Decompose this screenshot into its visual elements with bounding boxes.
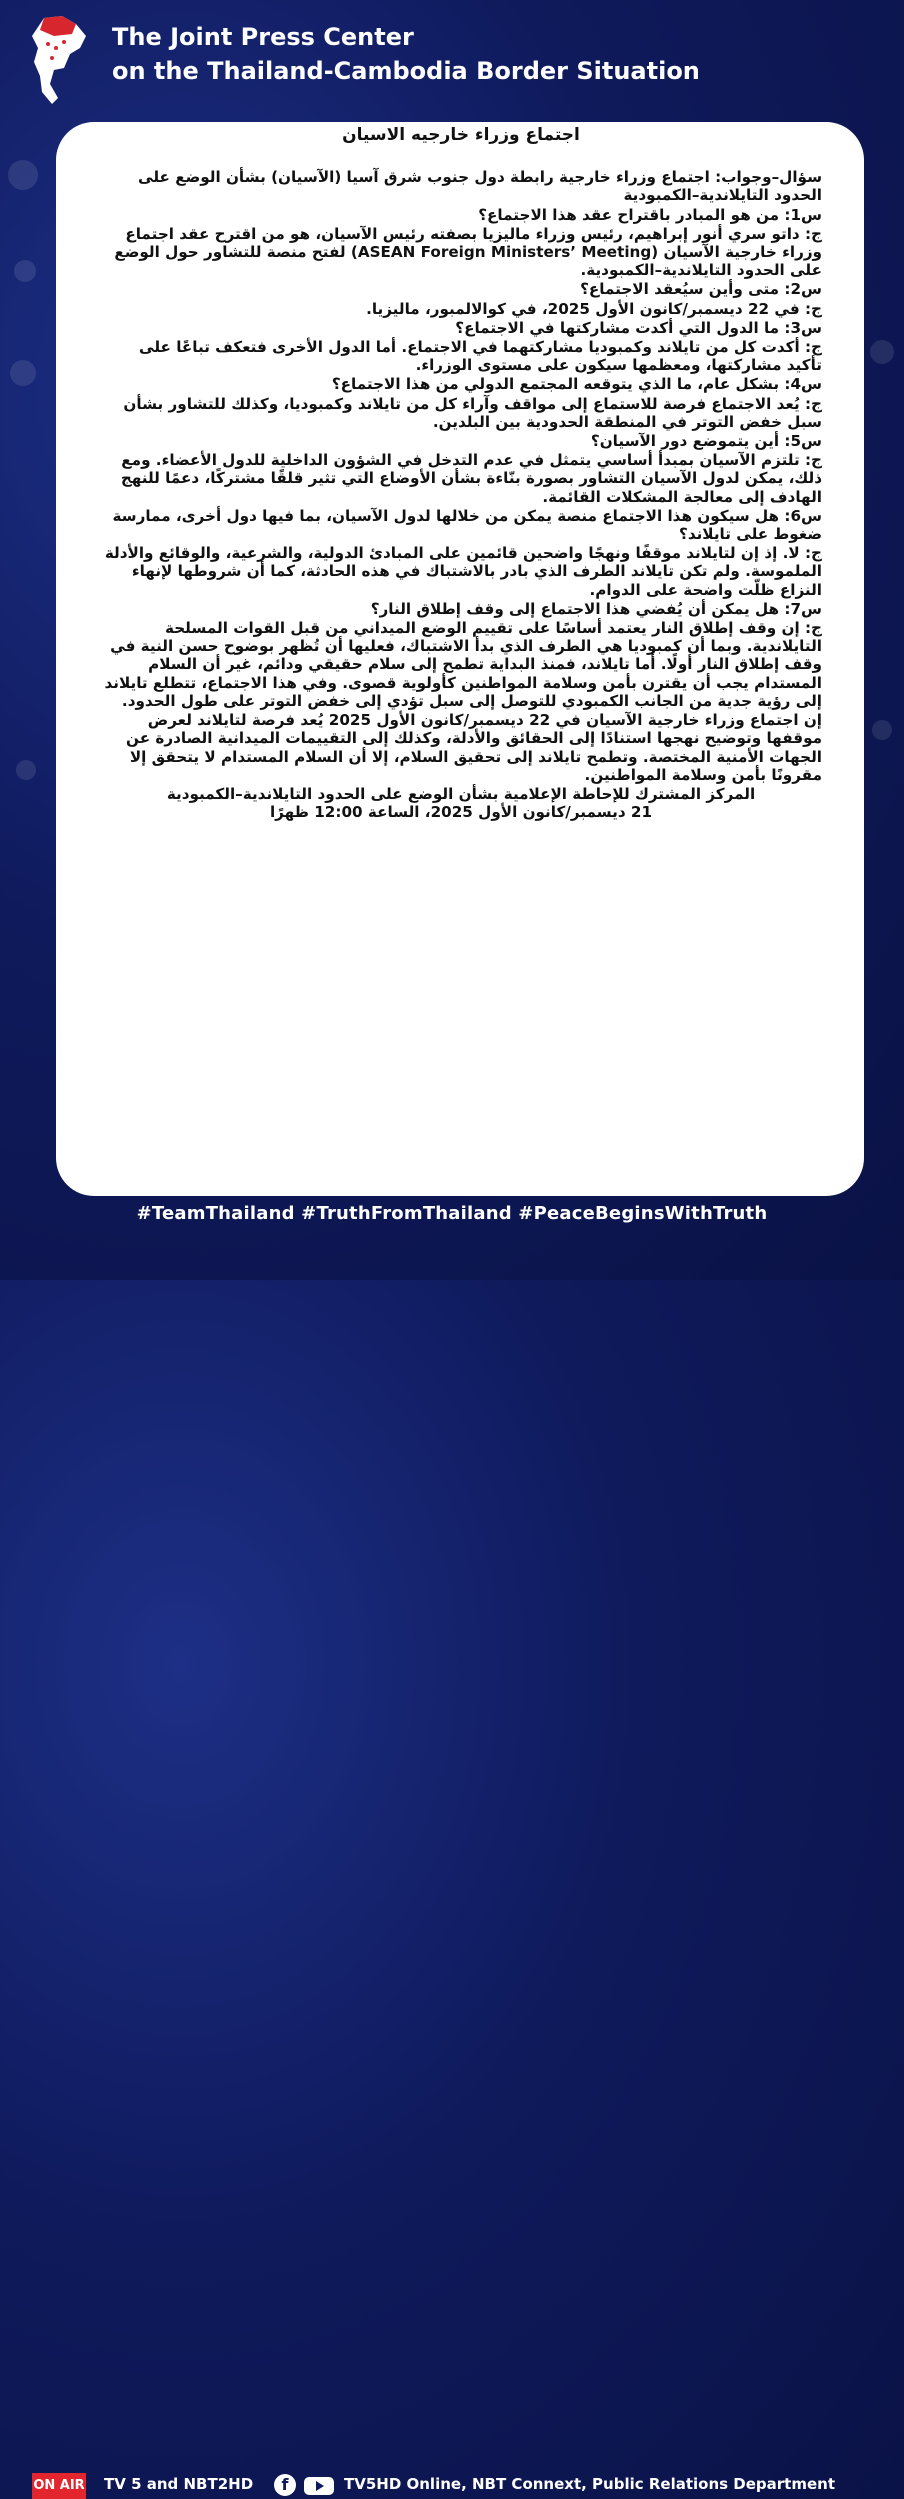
answer-2: ج: في 22 ديسمبر/كانون الأول 2025، في كوالالمبور، ماليزيا. bbox=[366, 299, 822, 318]
on-air-badge: ON AIR bbox=[32, 2473, 86, 2499]
header-title bbox=[112, 20, 700, 88]
question-5: س5: أين يتموضع دور الآسيان؟ bbox=[590, 432, 822, 451]
online-channels: TV5HD Online, NBT Connext, Public Relations Department bbox=[344, 2475, 835, 2493]
header-title-line2: on the Thailand-Cambodia Border Situation bbox=[112, 57, 700, 85]
facebook-icon: f bbox=[274, 2474, 296, 2496]
answer-6: ج: لا. إذ إن لتايلاند موقفًا ونهجًا واضحين قائمين على المبادئ الدولية، والشرعية، والوقائع والأدلة الملموسة. ولم تكن تايلاند الطرف الذي بادر بالاشتباك في هذه الحادثة، كما أن شروطها لإنهاء النزاع ظلّت واضحة على الدوام. bbox=[104, 544, 822, 599]
answer-5: ج: تلتزم الآسيان بمبدأ أساسي يتمثل في عدم التدخل في الشؤون الداخلية للدول الأعضاء. ومع ذلك، يمكن لدول الآسيان التشاور بصورة بنّاءة بشأن الأوضاع التي تثير قلقًا مشتركًا، دعمًا للنهج الهادف إلى معالجة المشكلات القائمة. bbox=[120, 451, 822, 506]
footer bbox=[0, 1232, 904, 2494]
document-intro: سؤال–وجواب: اجتماع وزراء خارجية رابطة دول جنوب شرق آسيا (الآسيان) بشأن الوضع على الحدود التايلاندية–الكمبودية bbox=[137, 168, 822, 205]
document-heading: اجتماع وزراء خارجيه الاسيان bbox=[342, 125, 580, 145]
header bbox=[0, 0, 904, 110]
hashtags: #TeamThailand #TruthFromThailand #PeaceBeginsWithTruth bbox=[136, 1203, 768, 1224]
answer-4: ج: يُعد الاجتماع فرصة للاستماع إلى مواقف وآراء كل من تايلاند وكمبوديا، وكذلك للتشاور بشأن سبل خفض التوتر في المنطقة الحدودية بين البلدين. bbox=[123, 394, 822, 431]
question-6: س6: هل سيكون هذا الاجتماع منصة يمكن من خلالها لدول الآسيان، بما فيها دول أخرى، ممارسة ضغوط على تايلاند؟ bbox=[112, 506, 822, 544]
question-1: س1: من هو المبادر باقتراح عقد هذا الاجتماع؟ bbox=[478, 205, 822, 224]
background-dot bbox=[14, 260, 36, 282]
question-3: س3: ما الدول التي أكدت مشاركتها في الاجتماع؟ bbox=[455, 318, 822, 337]
header-title-line1: The Joint Press Center bbox=[112, 23, 414, 51]
question-2: س2: متى وأين سيُعقد الاجتماع؟ bbox=[580, 280, 822, 299]
conclusion-paragraph: إن اجتماع وزراء خارجية الآسيان في 22 ديسمبر/كانون الأول 2025 يُعد فرصة لتايلاند لعرض موقفها وتوضيح نهجها استنادًا إلى الحقائق والأدلة، وكذلك إلى التقييمات الميدانية الصادرة عن الجهات الأمنية المختصة. وتطمح تايلاند إلى تحقيق السلام، إلا أن السلام المستدام لا يتحقق إلا مقرونًا بأمن وسلامة المواطنين. bbox=[126, 711, 822, 784]
answer-7: ج: إن وقف إطلاق النار يعتمد أساسًا على تقييم الوضع الميداني من قبل القوات المسلحة التايلاندية. وبما أن كمبوديا هي الطرف الذي بدأ الاشتباك، فعليها أن تُظهر بوضوح حسن النية في وقف إطلاق النار أولًا. أما تايلاند، فمنذ البداية تطمح إلى سلام حقيقي ودائم، غير أن السلام المستدام يجب أن يقترن بأمن وسلامة المواطنين كأولوية قصوى. وفي هذا الاجتماع، تتطلع تايلاند إلى رؤية جدية من الجانب الكمبودي للتوصل إلى سبل تؤدي إلى خفض التوتر على طول الحدود. bbox=[104, 619, 822, 710]
document-signature: المركز المشترك للإحاطة الإعلامية بشأن الوضع على الحدود التايلاندية–الكمبودية bbox=[166, 784, 756, 803]
document-body bbox=[100, 126, 822, 821]
thailand-map-logo-icon bbox=[24, 14, 90, 106]
document-date: 21 ديسمبر/كانون الأول 2025، الساعة 12:00 ظهرًا bbox=[269, 803, 653, 822]
background-dot bbox=[870, 340, 894, 364]
answer-3: ج: أكدت كل من تايلاند وكمبوديا مشاركتهما في الاجتماع. أما الدول الأخرى فتعكف تباعًا على تأكيد مشاركتها، ومعظمها سيكون على مستوى الوزراء. bbox=[138, 338, 822, 375]
background-dot bbox=[10, 360, 36, 386]
background-dot bbox=[872, 720, 892, 740]
answer-1: ج: داتو سري أنور إبراهيم، رئيس وزراء ماليزيا بصفته رئيس الآسيان، هو من اقترح عقد اجتماع وزراء خارجية الآسيان (ASEAN Foreign Ministers’ Meeting) لفتح منصة للتشاور حول الوضع على الحدود التايلاندية–الكمبودية. bbox=[114, 224, 822, 280]
background-dot bbox=[16, 760, 36, 780]
tv-channels: TV 5 and NBT2HD bbox=[104, 2475, 254, 2493]
question-4: س4: بشكل عام، ما الذي يتوقعه المجتمع الدولي من هذا الاجتماع؟ bbox=[331, 375, 822, 394]
youtube-icon bbox=[304, 2477, 334, 2495]
question-7: س7: هل يمكن أن يُفضي هذا الاجتماع إلى وقف إطلاق النار؟ bbox=[370, 599, 822, 618]
background-dot bbox=[8, 160, 38, 190]
